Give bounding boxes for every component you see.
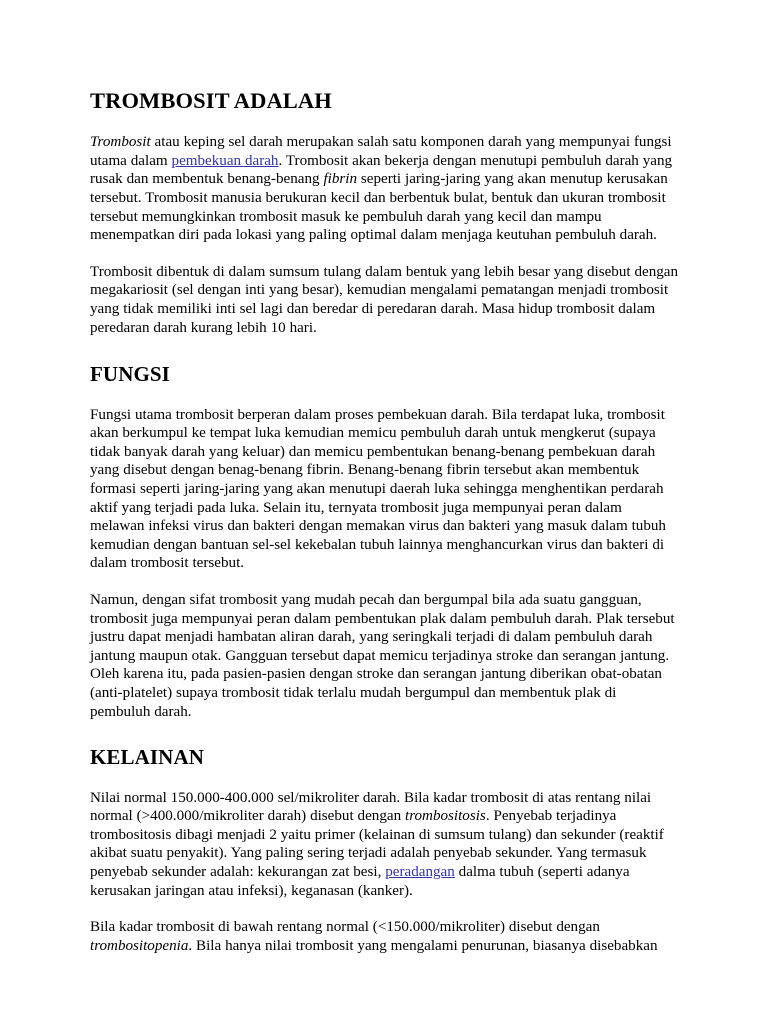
kelainan-paragraph-1	[90, 789, 680, 901]
fungsi-paragraph-1: Fungsi utama trombosit berperan dalam proses pembekuan darah. Bila terdapat luka, trombosit akan berkumpul ke tempat luka kemudian memicu pembuluh darah untuk mengkerut (supaya tidak banyak darah yang keluar) dan memicu pembentukan benang-benang pembekuan darah yang disebut dengan benag-benang fibrin. Benang-benang fibrin tersebut akan membentuk formasi seperti jaring-jaring yang akan menutupi daerah luka sehingga menghentikan perdarah aktif yang terjadi pada luka. Selain itu, ternyata trombosit juga mempunyai peran dalam melawan infeksi virus dan bakteri dengan memakan virus dan bakteri yang masuk dalam tubuh kemudian dengan bantuan sel-sel kekebalan tubuh lainnya menghancurkan virus dan bakteri di dalam trombosit tersebut.	[90, 406, 666, 572]
kelainan-text-2c: . Bila hanya nilai trombosit yang mengalami penurunan, biasanya disebabkan	[188, 937, 658, 954]
link-pembekuan-darah[interactable]: pembekuan darah	[171, 152, 279, 169]
kelainan-text-1a: Nilai normal 150.000-400.000 sel/mikroliter darah. Bila kadar trombosit di atas rentang nilai normal (>400.000/mikroliter darah) disebut dengan	[90, 789, 652, 825]
intro-text-1c: . Trombosit akan bekerja dengan menutupi pembuluh darah yang rusak dan membentuk benang-benang	[90, 152, 673, 188]
kelainan-term-trombositosis: trombositosis	[405, 808, 486, 825]
intro-paragraph-1	[90, 133, 680, 245]
kelainan-paragraph-2	[90, 918, 680, 955]
intro-paragraph-2: Trombosit dibentuk di dalam sumsum tulang dalam bentuk yang lebih besar yang disebut dengan megakariosit (sel dengan inti yang besar), kemudian mengalami pematangan menjadi trombosit yang tidak memiliki inti sel lagi dan beredar di peredaran darah. Masa hidup trombosit dalam peredaran darah kurang lebih 10 hari.	[90, 263, 679, 336]
intro-text-1e: seperti jaring-jaring yang akan menutup kerusakan tersebut. Trombosit manusia berukuran kecil dan berbentuk bulat, bentuk dan ukuran trombosit tersebut memungkinkan trombosit masuk ke pembuluh darah yang kecil dan mampu menempatkan diri pada lokasi yang paling optimal dalam menjaga keutuhan pembuluh darah.	[90, 171, 668, 244]
kelainan-text-1d: dalma tubuh (seperti adanya kerusakan jaringan atau infeksi), keganasan (kanker).	[90, 864, 630, 899]
kelainan-term-trombositopenia: trombositopenia	[90, 937, 189, 954]
kelainan-text-1c: . Penyebab terjadinya trombositosis dibagi menjadi 2 yaitu primer (kelainan di sumsum tulang) dan sekunder (reaktif akibat suatu penyakit). Yang paling sering terjadi adalah penyebab sekunder. Yang termasuk penyebab sekunder adalah: kekurangan zat besi,	[90, 808, 664, 881]
page-title: TROMBOSIT ADALAH	[90, 88, 332, 113]
link-peradangan[interactable]: peradangan	[385, 864, 455, 881]
intro-term-trombosit: Trombosit	[90, 134, 151, 151]
intro-text-1b: atau keping sel darah merupakan salah satu komponen darah yang mempunyai fungsi utama dalam	[90, 134, 672, 169]
intro-term-fibrin: fibrin	[323, 171, 358, 188]
fungsi-paragraph-2: Namun, dengan sifat trombosit yang mudah pecah dan bergumpal bila ada suatu gangguan, trombosit juga mempunyai peran dalam pembentukan plak dalam pembuluh darah. Plak tersebut justru dapat menjadi hambatan aliran darah, yang seringkali terjadi di dalam pembuluh darah jantung maupun otak. Gangguan tersebut dapat memicu terjadinya stroke dan serangan jantung. Oleh karena itu, pada pasien-pasien dengan stroke dan serangan jantung diberikan obat-obatan (anti-platelet) supaya trombosit tidak terlalu mudah bergumpul dan membentuk plak di pembuluh darah.	[90, 591, 675, 720]
section-heading-fungsi: FUNGSI	[90, 362, 170, 387]
section-heading-kelainan: KELAINAN	[90, 745, 204, 770]
kelainan-text-2a: Bila kadar trombosit di bawah rentang normal (<150.000/mikroliter) disebut dengan	[90, 919, 600, 936]
